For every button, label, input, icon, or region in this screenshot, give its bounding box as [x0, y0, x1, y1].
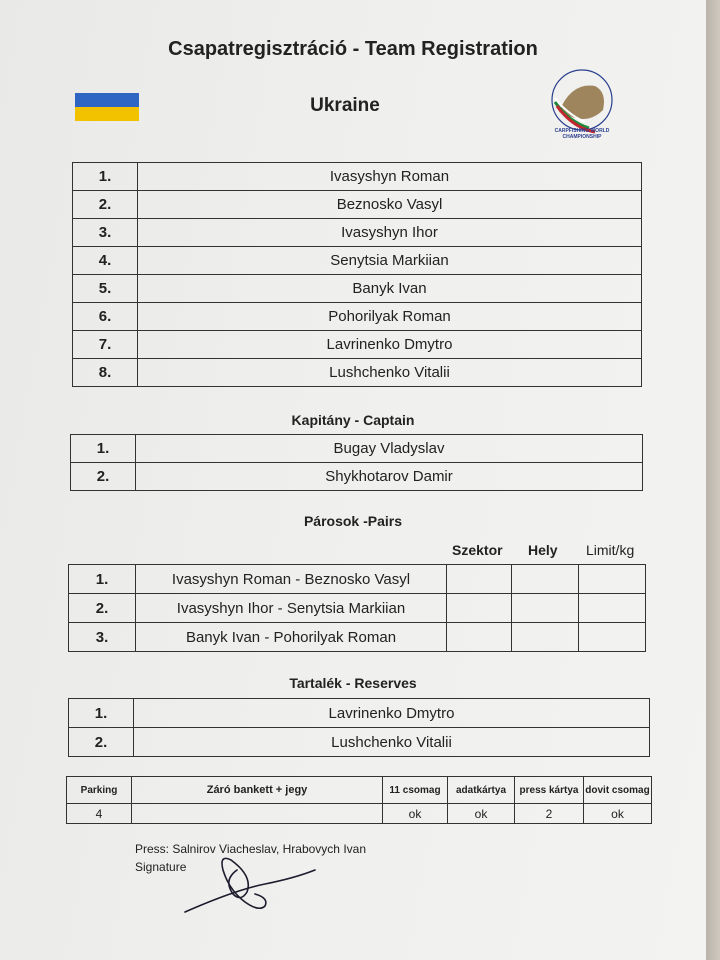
reserve-number: 1.: [69, 699, 134, 728]
pair-number: 2.: [69, 594, 136, 623]
summary-value-cell: 2: [515, 804, 584, 824]
reserves-table: [68, 698, 650, 757]
reserve-row: [69, 728, 650, 757]
summary-header-cell: press kártya: [515, 777, 584, 804]
team-member-row: [73, 247, 642, 275]
column-hely: Hely: [528, 542, 558, 558]
summary-value-cell: [132, 804, 383, 824]
pair-number: 3.: [69, 623, 136, 652]
summary-headers-row: [67, 777, 652, 804]
logo-caption: CARPFISHING WORLD CHAMPIONSHIP: [554, 128, 610, 140]
team-member-row: [73, 219, 642, 247]
pair-name: Ivasyshyn Ihor - Senytsia Markiian: [136, 594, 447, 623]
summary-header-cell: Záró bankett + jegy: [132, 777, 383, 804]
reserve-number: 2.: [69, 728, 134, 757]
team-member-row: [73, 163, 642, 191]
pairs-table: [68, 564, 646, 652]
pair-empty-cell: [447, 623, 512, 652]
team-member-row: [73, 191, 642, 219]
summary-value-cell: 4: [67, 804, 132, 824]
captain-name: Bugay Vladyslav: [136, 435, 643, 463]
team-member-number: 2.: [73, 191, 138, 219]
page-title: Csapatregisztráció - Team Registration: [168, 38, 538, 60]
team-member-name: Ivasyshyn Roman: [138, 163, 642, 191]
country-name: Ukraine: [310, 95, 380, 116]
team-member-number: 4.: [73, 247, 138, 275]
team-member-row: [73, 303, 642, 331]
pair-empty-cell: [512, 623, 579, 652]
column-limit: Limit/kg: [586, 542, 635, 558]
captain-row: [71, 435, 643, 463]
pair-empty-cell: [512, 565, 579, 594]
summary-value-cell: ok: [383, 804, 448, 824]
pair-number: 1.: [69, 565, 136, 594]
summary-header-cell: dovit csomag: [584, 777, 652, 804]
team-member-number: 8.: [73, 359, 138, 387]
pair-row: [69, 594, 646, 623]
pair-empty-cell: [447, 594, 512, 623]
pair-name: Banyk Ivan - Pohorilyak Roman: [136, 623, 447, 652]
team-member-row: [73, 275, 642, 303]
pair-empty-cell: [579, 565, 646, 594]
captain-number: 2.: [71, 463, 136, 491]
captain-name: Shykhotarov Damir: [136, 463, 643, 491]
pair-empty-cell: [512, 594, 579, 623]
summary-header-cell: adatkártya: [448, 777, 515, 804]
pair-empty-cell: [579, 594, 646, 623]
pairs-heading: Párosok -Pairs: [303, 513, 403, 529]
reserves-heading: Tartalék - Reserves: [289, 675, 417, 691]
team-member-number: 6.: [73, 303, 138, 331]
summary-header-cell: 11 csomag: [383, 777, 448, 804]
column-szektor: Szektor: [452, 542, 503, 558]
summary-values-row: [67, 804, 652, 824]
team-member-row: [73, 359, 642, 387]
summary-value-cell: ok: [584, 804, 652, 824]
team-member-name: Pohorilyak Roman: [138, 303, 642, 331]
press-contacts: Press: Salnirov Viacheslav, Hrabovych Ivan: [135, 842, 366, 856]
pair-row: [69, 565, 646, 594]
team-member-row: [73, 331, 642, 359]
captain-heading: Kapitány - Captain: [291, 412, 415, 428]
team-member-name: Ivasyshyn Ihor: [138, 219, 642, 247]
team-table: [72, 162, 642, 387]
signature-label: Signature: [135, 860, 187, 874]
reserve-name: Lavrinenko Dmytro: [134, 699, 650, 728]
team-member-name: Banyk Ivan: [138, 275, 642, 303]
pair-empty-cell: [579, 623, 646, 652]
pair-empty-cell: [447, 565, 512, 594]
team-member-name: Lavrinenko Dmytro: [138, 331, 642, 359]
team-member-name: Senytsia Markiian: [138, 247, 642, 275]
captain-table: [70, 434, 643, 491]
summary-table: [66, 776, 652, 824]
team-member-number: 7.: [73, 331, 138, 359]
team-member-number: 1.: [73, 163, 138, 191]
summary-value-cell: ok: [448, 804, 515, 824]
captain-number: 1.: [71, 435, 136, 463]
pair-name: Ivasyshyn Roman - Beznosko Vasyl: [136, 565, 447, 594]
team-member-number: 3.: [73, 219, 138, 247]
summary-header-cell: Parking: [67, 777, 132, 804]
team-member-name: Beznosko Vasyl: [138, 191, 642, 219]
reserve-name: Lushchenko Vitalii: [134, 728, 650, 757]
table-surface: [706, 0, 720, 960]
captain-row: [71, 463, 643, 491]
signature: [175, 850, 325, 920]
reserve-row: [69, 699, 650, 728]
team-member-name: Lushchenko Vitalii: [138, 359, 642, 387]
team-member-number: 5.: [73, 275, 138, 303]
pair-row: [69, 623, 646, 652]
